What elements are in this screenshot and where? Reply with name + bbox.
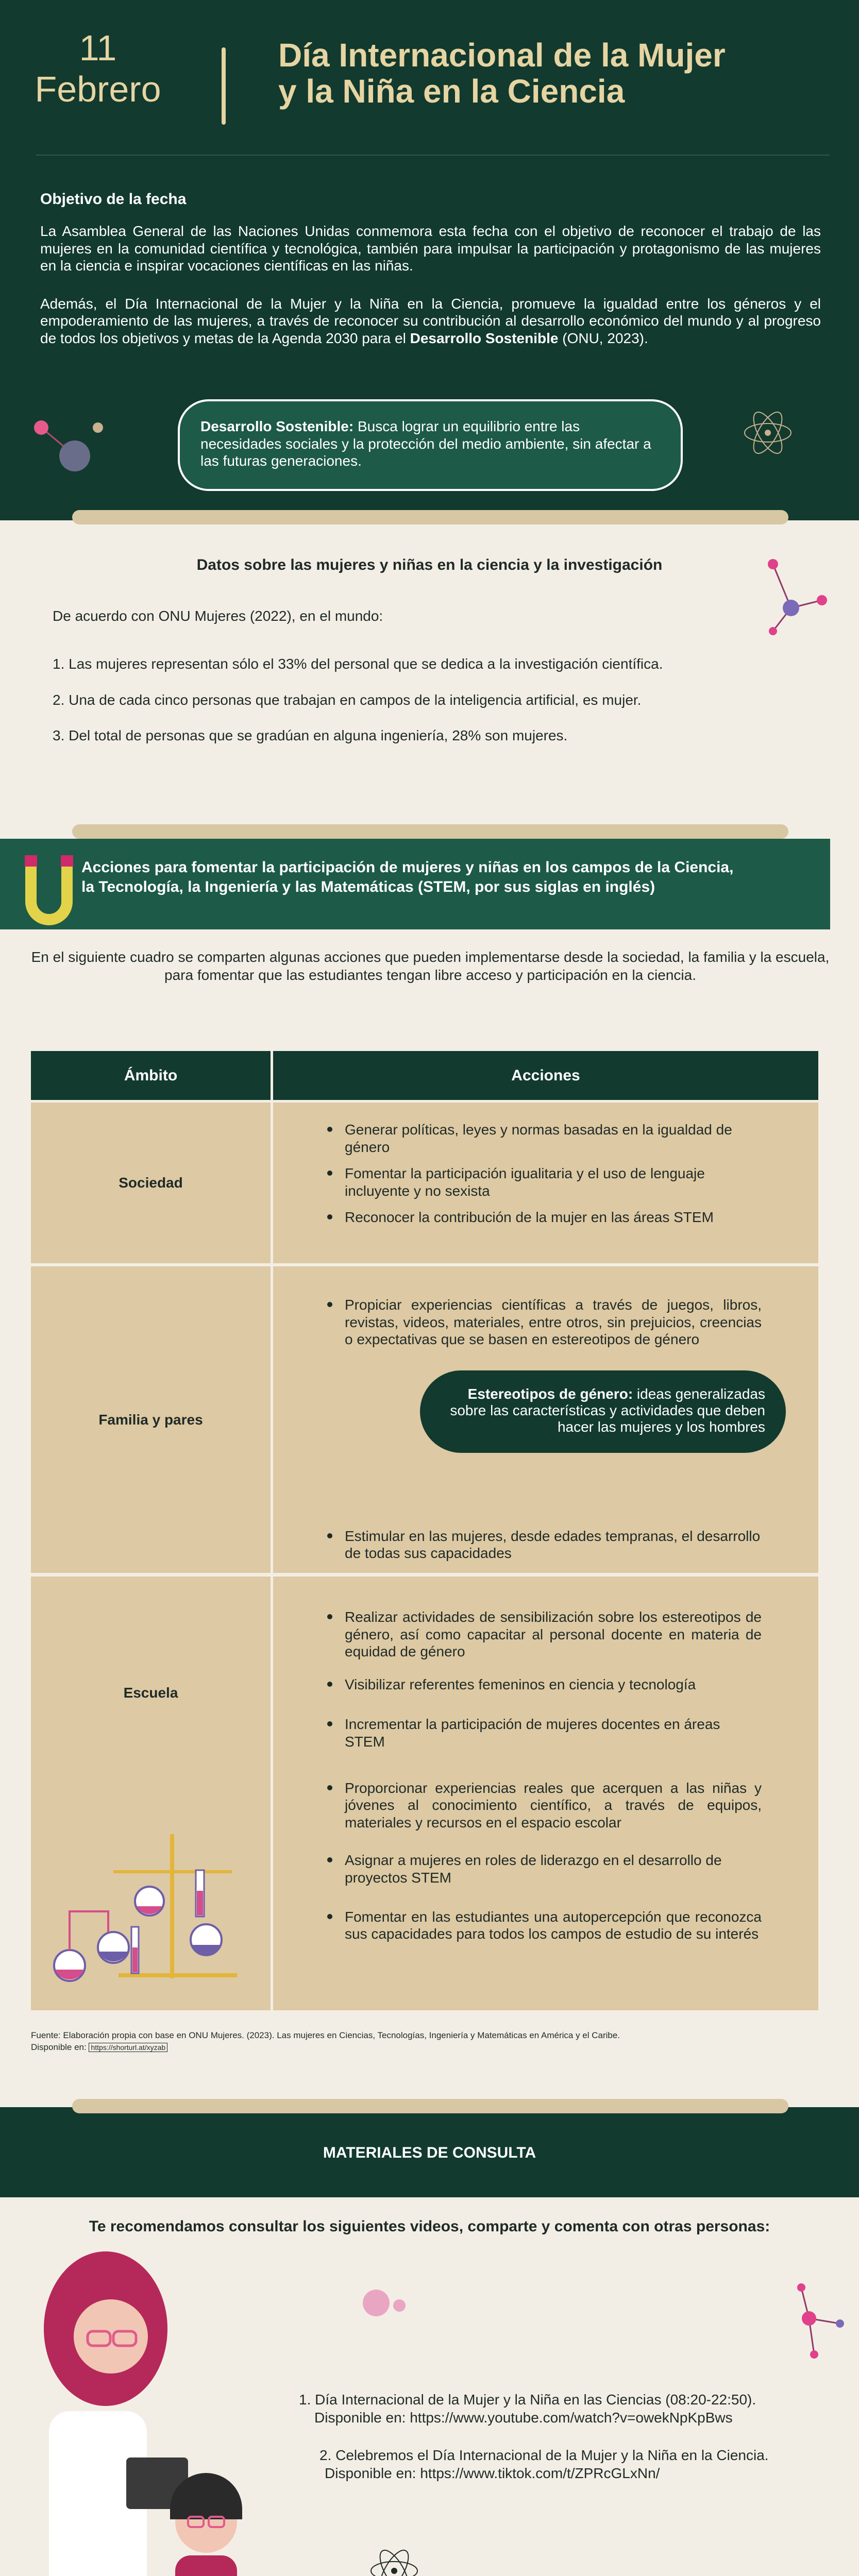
list-item: Propiciar experiencias científicas a través de juegos, libros, revistas, videos, materiales, entre otros, sin prejuicios, creencias o expectativas que se basen en estereotipos de género [327, 1296, 762, 1348]
stereotype-box [420, 1370, 786, 1453]
table-header-acciones: Acciones [273, 1051, 818, 1100]
actions-title [81, 858, 733, 896]
section-bar [72, 824, 788, 839]
data-title: Datos sobre las mujeres y niñas en la ciencia y la investigación [196, 556, 663, 573]
data-list [53, 655, 815, 744]
box-bold: Desarrollo Sostenible: [200, 418, 354, 434]
header-separator [36, 155, 830, 156]
date-day: 11 [79, 28, 117, 68]
table-row-cell [31, 1577, 271, 2010]
box-text: Busca lograr un equilibrio entre las necesidades sociales y la protección del medio ambiente, sin afectar a las futuras generaciones. [200, 418, 651, 469]
table-row-label: Sociedad [31, 1103, 271, 1263]
link[interactable]: Disponible en: https://www.tiktok.com/t/ZPRcGLxNn/ [325, 2465, 660, 2481]
list-item: 1. Las mujeres representan sólo el 33% del personal que se dedica a la investigación científica. [53, 656, 663, 672]
sustainable-box [178, 399, 683, 491]
list-item: 1. Día Internacional de la Mujer y la Niña en las Ciencias (08:20-22:50). [299, 2392, 756, 2408]
page-title [278, 37, 726, 110]
source-text: Fuente: Elaboración propia con base en ONU Mujeres. (2023). Las mujeres en Ciencias, Tecnologías, Ingeniería y Matemáticas en América y el Caribe. [31, 2030, 620, 2040]
table-row [273, 1577, 818, 2010]
title-line: y la Niña en la Ciencia [278, 73, 625, 110]
table-source [31, 2030, 824, 2054]
link[interactable]: Disponible en: https://www.youtube.com/watch?v=owekNpKpBws [314, 2410, 733, 2426]
source-link[interactable]: https://shorturl.at/xyzab [89, 2043, 167, 2052]
source-label: Disponible en: [31, 2042, 89, 2052]
objective-paragraph-1: La Asamblea General de las Naciones Unidas conmemora esta fecha con el objetivo de reconocer el trabajo de las mujeres en la comunidad científica y tecnológica, también para impulsar la participación y protagonismo de las mujeres en la ciencia e inspirar vocaciones científicas en las niñas. [40, 223, 821, 274]
molecule-icon [356, 2282, 417, 2324]
molecule-icon [778, 2277, 850, 2365]
text: (ONU, 2023). [558, 330, 648, 346]
list-item: Visibilizar referentes femeninos en ciencia y tecnología [327, 1676, 762, 1693]
materials-list [294, 2391, 830, 2482]
list-item: Realizar actividades de sensibilización sobre los estereotipos de género, así como capacitar al personal docente en materia de equidad de género [327, 1608, 762, 1660]
atom-icon [732, 402, 804, 464]
objective-section [40, 191, 821, 347]
data-intro: De acuerdo con ONU Mujeres (2022), en el mundo: [53, 608, 383, 624]
header-divider [222, 47, 226, 125]
molecule-icon [755, 551, 832, 644]
title-line: Día Internacional de la Mujer [278, 37, 726, 74]
section-bar [72, 510, 788, 524]
objective-paragraph-2 [40, 295, 821, 347]
box-bold: Estereotipos de género: [467, 1386, 633, 1402]
list-item: Incrementar la participación de mujeres docentes en áreas STEM [327, 1716, 762, 1750]
list-item: Proporcionar experiencias reales que acerquen a las niñas y jóvenes al conocimiento científico, a través de equipos, materiales y recursos en el espacio escolar [327, 1780, 762, 1832]
actions-intro: En el siguiente cuadro se comparten algunas acciones que pueden implementarse desde la sociedad, la familia y la escuela, para fomentar que las estudiantes tengan libre acceso y participación en la ciencia. [31, 949, 830, 983]
list-item: Asignar a mujeres en roles de liderazgo en el desarrollo de proyectos STEM [327, 1852, 762, 1886]
box-text: ideas generalizadas sobre las características y actividades que deben hacer las mujeres y los hombres [450, 1386, 765, 1435]
table-row-label: Escuela [123, 1685, 178, 1701]
source-line [31, 2042, 824, 2054]
materials-subtitle: Te recomendamos consultar los siguientes videos, comparte y comenta con otras personas: [89, 2218, 770, 2235]
list-item: Estimular en las mujeres, desde edades tempranas, el desarrollo de todas sus capacidades [327, 1528, 762, 1562]
table-header-ambito: Ámbito [31, 1051, 271, 1100]
bold-text: Desarrollo Sostenible [410, 330, 559, 346]
date [21, 30, 175, 107]
actions-table [31, 1051, 818, 2010]
table-row-label: Familia y pares [31, 1266, 271, 1573]
list-item: 2. Una de cada cinco personas que trabajan en campos de la inteligencia artificial, es mujer. [53, 691, 642, 708]
list-item: 2. Celebremos el Día Internacional de la Mujer y la Niña en la Ciencia. [319, 2447, 769, 2463]
table-row [273, 1103, 818, 1263]
molecule-icon [31, 412, 113, 479]
list-item: Fomentar en las estudiantes una autopercepción que reconozca sus capacidades para todos los campos de estudio de su interés [327, 1908, 762, 1943]
text: Además, el Día Internacional de la Mujer y la Niña en la Ciencia, promueve la igualdad entre los géneros y el empoderamiento de las mujeres, a través de reconocer su contribución al desarrollo económico del mundo y al progreso de todos los objetivos y metas de la Agenda 2030 para el [40, 295, 821, 346]
list-item: 3. Del total de personas que se gradúan en alguna ingeniería, 28% son mujeres. [53, 727, 568, 744]
objective-heading: Objetivo de la fecha [40, 191, 187, 208]
materials-title: MATERIALES DE CONSULTA [323, 2144, 536, 2161]
title-line: Acciones para fomentar la participación de mujeres y niñas en los campos de la Ciencia, [81, 859, 734, 876]
list-item: Reconocer la contribución de la mujer en las áreas STEM [327, 1209, 762, 1226]
title-line: la Tecnología, la Ingeniería y las Matemáticas (STEM, por sus siglas en inglés) [81, 878, 655, 895]
girls-illustration [21, 2241, 278, 2576]
section-bar [72, 2099, 788, 2113]
atom-icon [361, 2540, 428, 2576]
date-month: Febrero [35, 69, 161, 109]
list-item: Generar políticas, leyes y normas basadas en la igualdad de género [327, 1121, 762, 1156]
list-item: Fomentar la participación igualitaria y el uso de lenguaje incluyente y no sexista [327, 1165, 762, 1199]
lab-flasks-icon [41, 1819, 268, 1994]
magnet-icon [21, 840, 77, 927]
